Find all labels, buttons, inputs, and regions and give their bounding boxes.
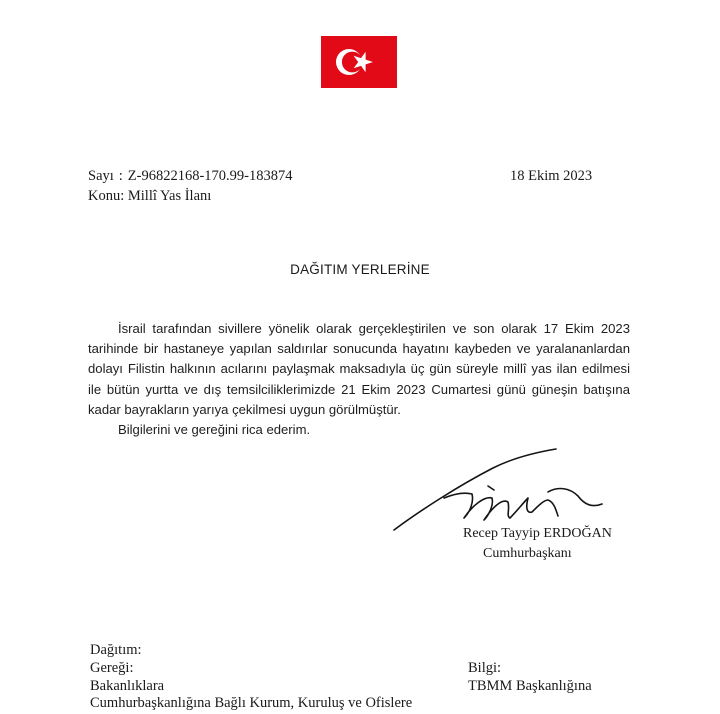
recipient-heading: DAĞITIM YERLERİNE (290, 262, 430, 277)
konu-label: Konu (88, 188, 121, 204)
sayi-label: Sayı (88, 168, 114, 184)
bilgi-label: Bilgi: (468, 660, 502, 676)
body-paragraph: İsrail tarafından sivillere yönelik olarak gerçekleştirilen ve son olarak 17 Ekim 2023 tarihinde bir hastaneye yapılan saldırılar sonucunda hayatını kaybeden ve yaralananlardan dolayı Filistin halkının acılarını paylaşmak maksadıyla üç gün süreyle millî yas ilan edilmesi ile bütün yurtta ve dış temsilciliklerimizde 21 Ekim 2023 Cumartesi günü güneşin batışına kadar bayrakların yarıya çekilmesi uygun görülmüştür. (88, 321, 630, 417)
closing-line: Bilgilerini ve gereğini rica ederim. (118, 422, 311, 438)
document-date: 18 Ekim 2023 (510, 168, 593, 184)
signatory-title: Cumhurbaşkanı (483, 546, 572, 561)
gerekli-item: Bakanlıklara (90, 678, 165, 694)
letter-body (88, 319, 630, 440)
konu-line: Konu: Millî Yas İlanı (88, 188, 212, 204)
sayi-line: Sayı : Z-96822168-170.99-183874 (88, 168, 293, 184)
signature-scribble (388, 446, 618, 536)
sayi-value: Z-96822168-170.99-183874 (127, 168, 293, 184)
gerekli-item: Cumhurbaşkanlığına Bağlı Kurum, Kuruluş ve Ofislere (90, 695, 413, 711)
signatory-name: Recep Tayyip ERDOĞAN (463, 526, 612, 541)
konu-value: Millî Yas İlanı (127, 188, 212, 204)
turkish-flag-icon (321, 36, 397, 88)
distribution-heading: Dağıtım: (90, 642, 142, 658)
bilgi-item: TBMM Başkanlığına (468, 678, 592, 694)
gerekli-label: Gereği: (90, 660, 134, 676)
